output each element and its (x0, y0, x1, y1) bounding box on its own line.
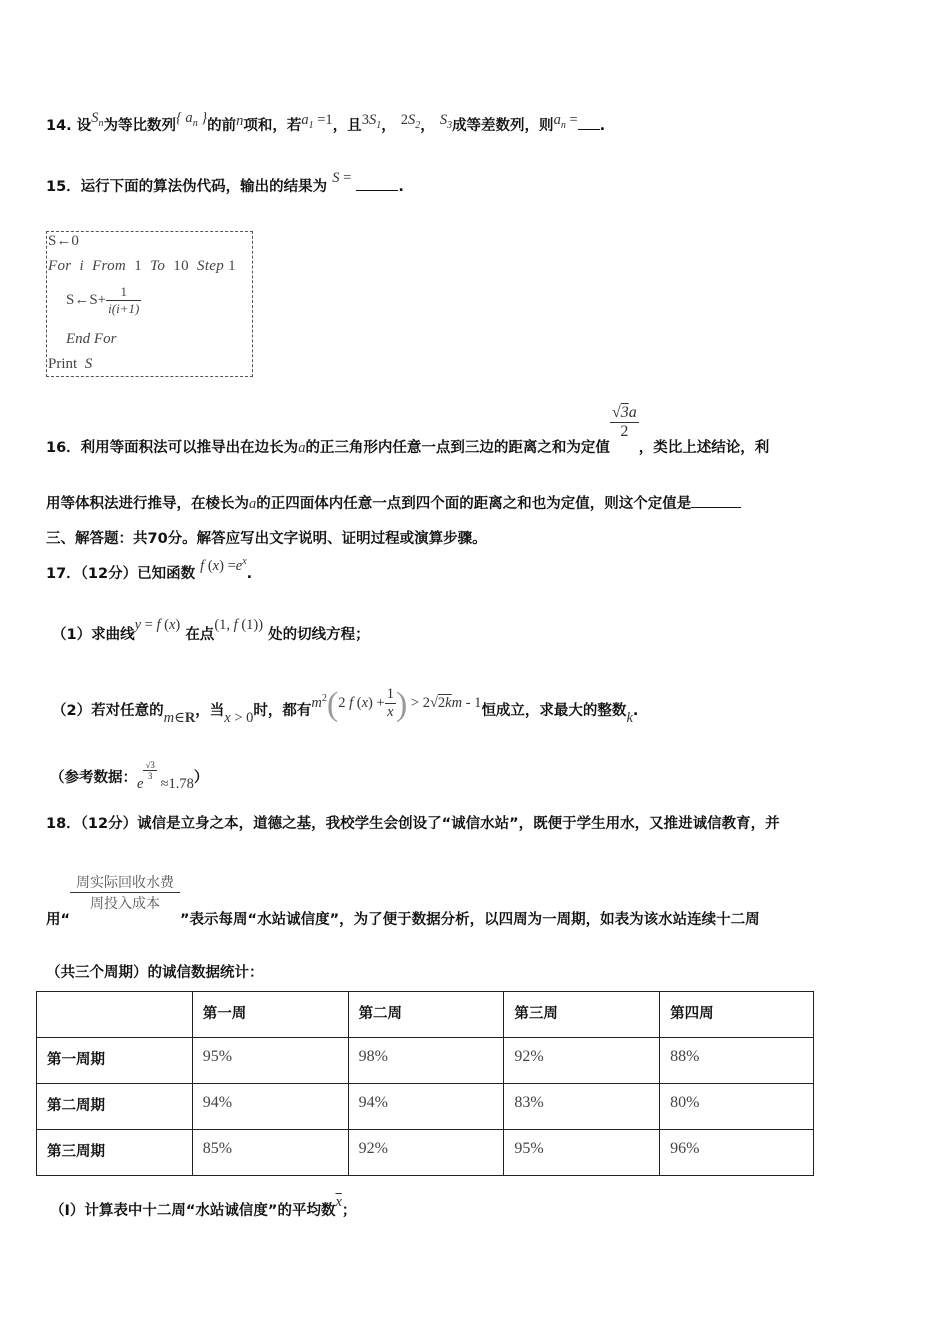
table-cell: 80% (660, 1084, 814, 1130)
table-cell: 85% (192, 1130, 348, 1176)
math-sn: $S_n$ (91, 110, 104, 129)
honesty-data-table (36, 991, 814, 1176)
q17-part-1: （1）求曲线y = f (x) 在点(1, f (1)) 处的切线方程； (52, 617, 370, 643)
table-header-cell: 第四周 (660, 992, 814, 1038)
table-header-cell: 第三周 (504, 992, 660, 1038)
q18-line-2: 用“ $\frac{\text{周实际回收水费}}{\text{周投入成本}}$ ”表示每周“水站诚信度”，为了便于数据分析，以四周为一周期，如表为该水站连续十二周 (46, 872, 760, 913)
math-an: $a_n$ = (553, 112, 578, 131)
q14-number: 14. (46, 118, 72, 134)
q17-reference: （参考数据：e $^{\frac{√3}{3}}$ ≈1.78） (50, 760, 209, 793)
math-inequality: $m^2(2$ f (x) + $\frac{1}{x}$ ) > 2√2km - 1 (311, 686, 482, 723)
table-cell: 95% (192, 1038, 348, 1084)
q16-line-2: 用等体积法进行推导，在棱长为a的正四面体内任意一点到四个面的距离之和也为定值，则这个定值是 (46, 492, 741, 513)
code-line-4: End For (66, 331, 117, 347)
table-cell: 98% (348, 1038, 504, 1084)
table-header-cell: 第二周 (348, 992, 504, 1038)
table-row-label: 第二周期 (37, 1084, 193, 1130)
code-line-3: S←S+ $\frac{1}{i(i+1)}$ (66, 284, 140, 316)
table-row (37, 1084, 814, 1130)
table-cell: 83% (504, 1084, 660, 1130)
table-cell: 94% (192, 1084, 348, 1130)
table-header-cell: 第一周 (192, 992, 348, 1038)
table-cell: 94% (348, 1084, 504, 1130)
q18-line-3: （共三个周期）的诚信数据统计： (46, 965, 264, 981)
math-xbar: $\overline{x}$ (335, 1194, 342, 1210)
table-cell: 88% (660, 1038, 814, 1084)
math-a1: $a_1 =1$ (301, 112, 333, 131)
code-line-1: S←0 (48, 233, 79, 249)
q14-line: 14. 设$S_n$为等比数列{ $a_n$ }的前n项和，若$a_1 =1$，且$3S_1$， $2S_2$， $S_3$成等差数列，则$a_n$ = . (46, 110, 606, 134)
math-an-seq: { $a_n$ } (176, 110, 208, 129)
table-cell: 92% (504, 1038, 660, 1084)
table-row-label: 第三周期 (37, 1130, 193, 1176)
table-cell: 96% (660, 1130, 814, 1176)
q15-answer-blank[interactable] (356, 190, 398, 191)
table-cell: 92% (348, 1130, 504, 1176)
q16-line-1: 16．利用等面积法可以推导出在边长为a的正三角形内任意一点到三边的距离之和为定值 $\frac{√3a}{2}$ ，类比上述结论，利 (46, 404, 770, 456)
table-corner-cell (37, 992, 193, 1038)
q17-part-2: （2）若对任意的m∈R，当x > 0时，都有$m^2(2$ f (x) + $\frac{1}{x}$ ) > 2√2km - 1恒成立，求最大的整数k. (52, 686, 639, 726)
fraction-honesty-degree: $\frac{\text{周实际回收水费}}{\text{周投入成本}}$ (70, 872, 180, 913)
q14-answer-blank[interactable] (578, 129, 600, 130)
table-row-label: 第一周期 (37, 1038, 193, 1084)
fraction-sqrt3a-over-2: $\frac{√3a}{2}$ (611, 404, 637, 440)
q18-part-1: （Ⅰ）计算表中十二周“水站诚信度”的平均数$\overline{x}$； (50, 1194, 357, 1219)
table-cell: 95% (504, 1130, 660, 1176)
q16-answer-blank[interactable] (691, 507, 741, 508)
table-row (37, 1038, 814, 1084)
table-row (37, 1130, 814, 1176)
code-line-5: Print S (48, 356, 93, 372)
code-line-2: For i From 1 To 10 Step 1 (48, 258, 236, 274)
section-3-heading: 三、解答题：共70分。解答应写出文字说明、证明过程或演算步骤。 (46, 531, 487, 547)
math-fx-ex: f $(x) =e^x$ (200, 556, 247, 574)
pseudocode-box (46, 231, 253, 377)
q17-head: 17．（12分）已知函数 f $(x) =e^x$. (46, 556, 253, 582)
table-header-row (37, 992, 814, 1038)
q18-line-1: 18．（12分）诚信是立身之本，道德之基，我校学生会创设了“诚信水站”，既便于学生用水，又推进诚信教育，并 (46, 816, 780, 832)
q15-line: 15．运行下面的算法伪代码，输出的结果为 S = . (46, 170, 404, 195)
